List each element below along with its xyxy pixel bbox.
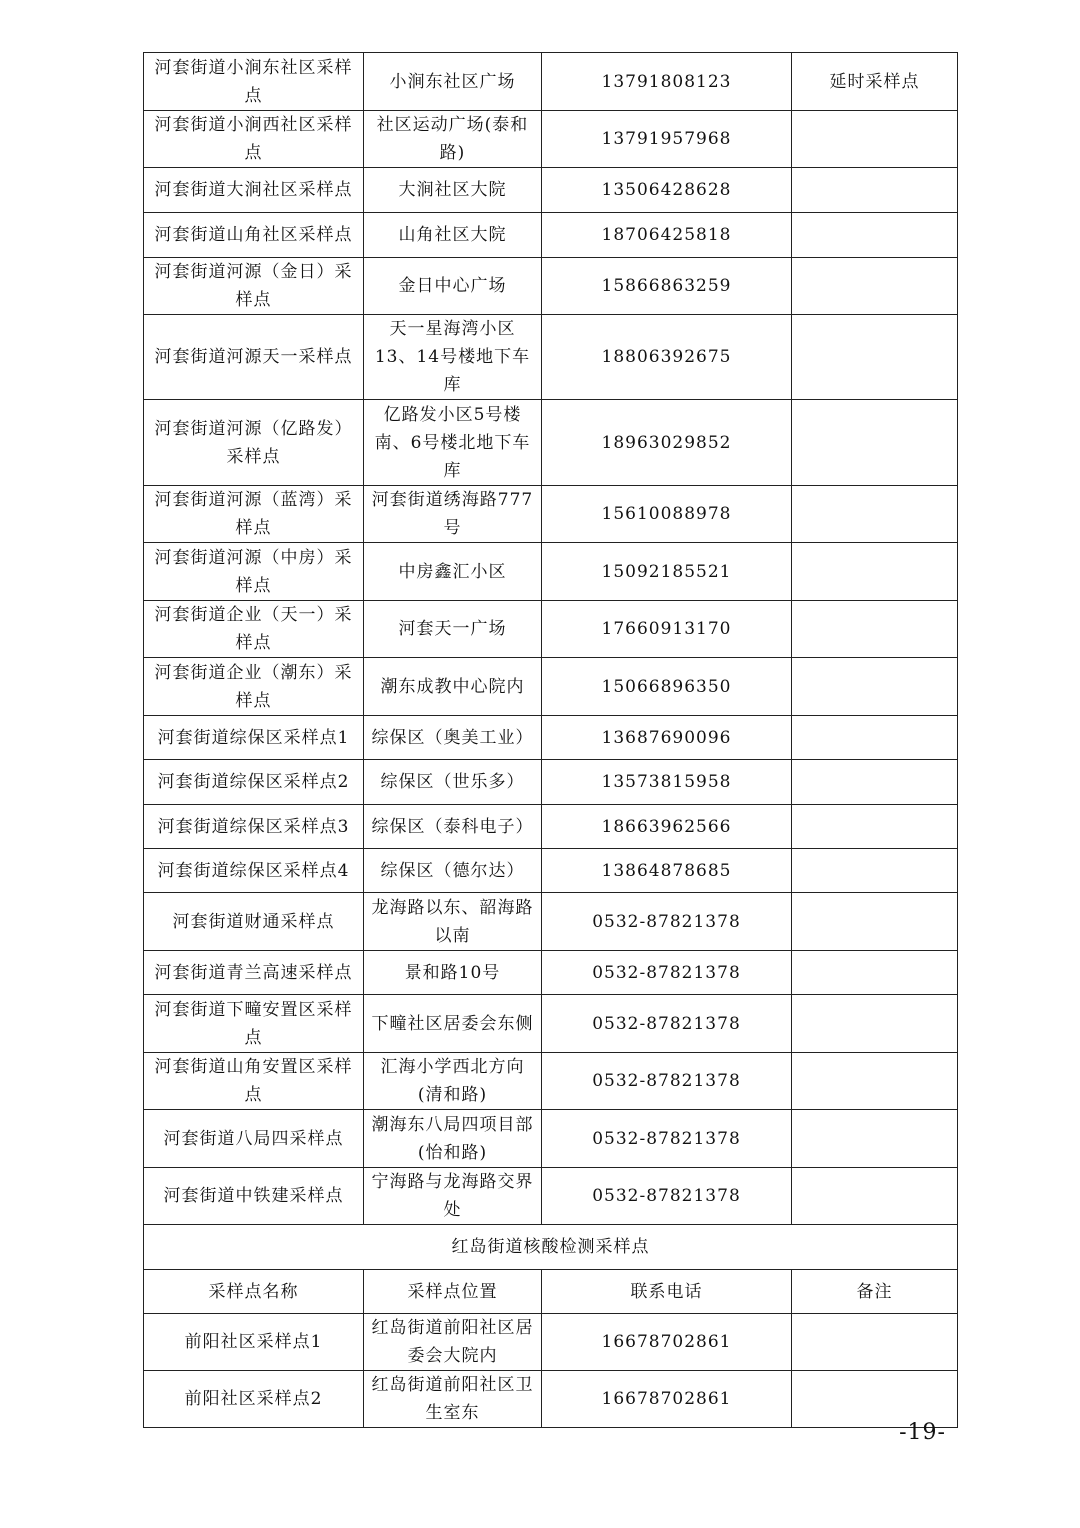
section-row	[144, 1225, 958, 1270]
site-name: 河套街道山角安置区采样点	[144, 1053, 364, 1110]
site-note: 延时采样点	[792, 53, 958, 111]
site-note	[792, 258, 958, 315]
table-row	[144, 53, 958, 111]
site-note	[792, 213, 958, 258]
site-location: 潮东成教中心院内	[364, 658, 542, 716]
site-name: 河套街道山角社区采样点	[144, 213, 364, 258]
site-location: 红岛街道前阳社区居委会大院内	[364, 1314, 542, 1371]
site-location: 小涧东社区广场	[364, 53, 542, 111]
site-name: 河套街道八局四采样点	[144, 1110, 364, 1168]
site-phone: 0532-87821378	[542, 893, 792, 951]
site-phone: 13573815958	[542, 760, 792, 805]
site-name: 河套街道综保区采样点4	[144, 849, 364, 893]
table-row	[144, 1314, 958, 1371]
header-note: 备注	[792, 1270, 958, 1314]
site-note	[792, 658, 958, 716]
site-name: 前阳社区采样点1	[144, 1314, 364, 1371]
site-name: 河套街道企业（天一）采样点	[144, 601, 364, 658]
site-note	[792, 486, 958, 543]
table-row	[144, 1168, 958, 1225]
site-location: 社区运动广场(泰和路)	[364, 111, 542, 168]
site-note	[792, 995, 958, 1053]
site-location: 中房鑫汇小区	[364, 543, 542, 601]
table-row	[144, 658, 958, 716]
page-number: -19-	[899, 1420, 946, 1445]
site-phone: 13864878685	[542, 849, 792, 893]
site-name: 河套街道小涧西社区采样点	[144, 111, 364, 168]
table-row	[144, 111, 958, 168]
site-note	[792, 1314, 958, 1371]
site-location: 河套街道绣海路777号	[364, 486, 542, 543]
site-note	[792, 601, 958, 658]
site-phone: 17660913170	[542, 601, 792, 658]
table-row	[144, 543, 958, 601]
site-name: 河套街道大涧社区采样点	[144, 168, 364, 213]
table-row	[144, 849, 958, 893]
site-name: 河套街道综保区采样点2	[144, 760, 364, 805]
header-row	[144, 1270, 958, 1314]
sampling-sites-table	[143, 52, 958, 1428]
table-row	[144, 760, 958, 805]
site-phone: 15092185521	[542, 543, 792, 601]
site-name: 河套街道下疃安置区采样点	[144, 995, 364, 1053]
site-phone: 13506428628	[542, 168, 792, 213]
site-note	[792, 849, 958, 893]
section-title: 红岛街道核酸检测采样点	[144, 1225, 958, 1270]
site-note	[792, 1053, 958, 1110]
table-row	[144, 168, 958, 213]
site-phone: 15066896350	[542, 658, 792, 716]
site-phone: 0532-87821378	[542, 995, 792, 1053]
site-name: 河套街道财通采样点	[144, 893, 364, 951]
site-location: 综保区（德尔达）	[364, 849, 542, 893]
site-note	[792, 805, 958, 849]
site-location: 下疃社区居委会东侧	[364, 995, 542, 1053]
table-row	[144, 1110, 958, 1168]
table-row	[144, 400, 958, 486]
site-location: 红岛街道前阳社区卫生室东	[364, 1371, 542, 1428]
site-phone: 0532-87821378	[542, 1168, 792, 1225]
site-phone: 0532-87821378	[542, 951, 792, 995]
site-phone: 15866863259	[542, 258, 792, 315]
site-name: 河套街道中铁建采样点	[144, 1168, 364, 1225]
site-name: 河套街道综保区采样点3	[144, 805, 364, 849]
site-location: 汇海小学西北方向(清和路)	[364, 1053, 542, 1110]
site-phone: 13791957968	[542, 111, 792, 168]
site-location: 金日中心广场	[364, 258, 542, 315]
site-name: 河套街道河源（金日）采样点	[144, 258, 364, 315]
table-row	[144, 951, 958, 995]
site-location: 大涧社区大院	[364, 168, 542, 213]
header-name: 采样点名称	[144, 1270, 364, 1314]
site-name: 河套街道河源（亿路发）采样点	[144, 400, 364, 486]
table-row	[144, 1371, 958, 1428]
site-phone: 0532-87821378	[542, 1053, 792, 1110]
site-name: 河套街道河源天一采样点	[144, 315, 364, 400]
header-location: 采样点位置	[364, 1270, 542, 1314]
header-phone: 联系电话	[542, 1270, 792, 1314]
table-row	[144, 805, 958, 849]
site-note	[792, 400, 958, 486]
site-location: 综保区（世乐多）	[364, 760, 542, 805]
site-phone: 15610088978	[542, 486, 792, 543]
site-location: 景和路10号	[364, 951, 542, 995]
site-location: 潮海东八局四项目部(怡和路)	[364, 1110, 542, 1168]
site-note	[792, 1110, 958, 1168]
site-note	[792, 543, 958, 601]
site-phone: 0532-87821378	[542, 1110, 792, 1168]
site-phone: 18706425818	[542, 213, 792, 258]
site-phone: 16678702861	[542, 1371, 792, 1428]
site-phone: 18806392675	[542, 315, 792, 400]
table-row	[144, 213, 958, 258]
site-name: 河套街道小涧东社区采样点	[144, 53, 364, 111]
table-row	[144, 315, 958, 400]
site-note	[792, 315, 958, 400]
site-location: 综保区（奥美工业）	[364, 716, 542, 760]
site-name: 河套街道河源（蓝湾）采样点	[144, 486, 364, 543]
table-row	[144, 601, 958, 658]
site-name: 河套街道青兰高速采样点	[144, 951, 364, 995]
site-location: 龙海路以东、韶海路以南	[364, 893, 542, 951]
site-location: 综保区（泰科电子）	[364, 805, 542, 849]
site-name: 河套街道企业（潮东）采样点	[144, 658, 364, 716]
site-phone: 18663962566	[542, 805, 792, 849]
site-phone: 13791808123	[542, 53, 792, 111]
table-row	[144, 893, 958, 951]
site-location: 天一星海湾小区13、14号楼地下车库	[364, 315, 542, 400]
site-location: 山角社区大院	[364, 213, 542, 258]
site-location: 亿路发小区5号楼南、6号楼北地下车库	[364, 400, 542, 486]
table-row	[144, 995, 958, 1053]
site-location: 宁海路与龙海路交界处	[364, 1168, 542, 1225]
site-note	[792, 1168, 958, 1225]
table-row	[144, 258, 958, 315]
site-name: 河套街道综保区采样点1	[144, 716, 364, 760]
site-phone: 16678702861	[542, 1314, 792, 1371]
site-note	[792, 111, 958, 168]
table-row	[144, 486, 958, 543]
site-phone: 18963029852	[542, 400, 792, 486]
site-name: 河套街道河源（中房）采样点	[144, 543, 364, 601]
site-phone: 13687690096	[542, 716, 792, 760]
site-note	[792, 760, 958, 805]
table-row	[144, 1053, 958, 1110]
site-note	[792, 1371, 958, 1428]
site-note	[792, 893, 958, 951]
site-note	[792, 168, 958, 213]
site-note	[792, 951, 958, 995]
table-row	[144, 716, 958, 760]
site-name: 前阳社区采样点2	[144, 1371, 364, 1428]
site-note	[792, 716, 958, 760]
site-location: 河套天一广场	[364, 601, 542, 658]
